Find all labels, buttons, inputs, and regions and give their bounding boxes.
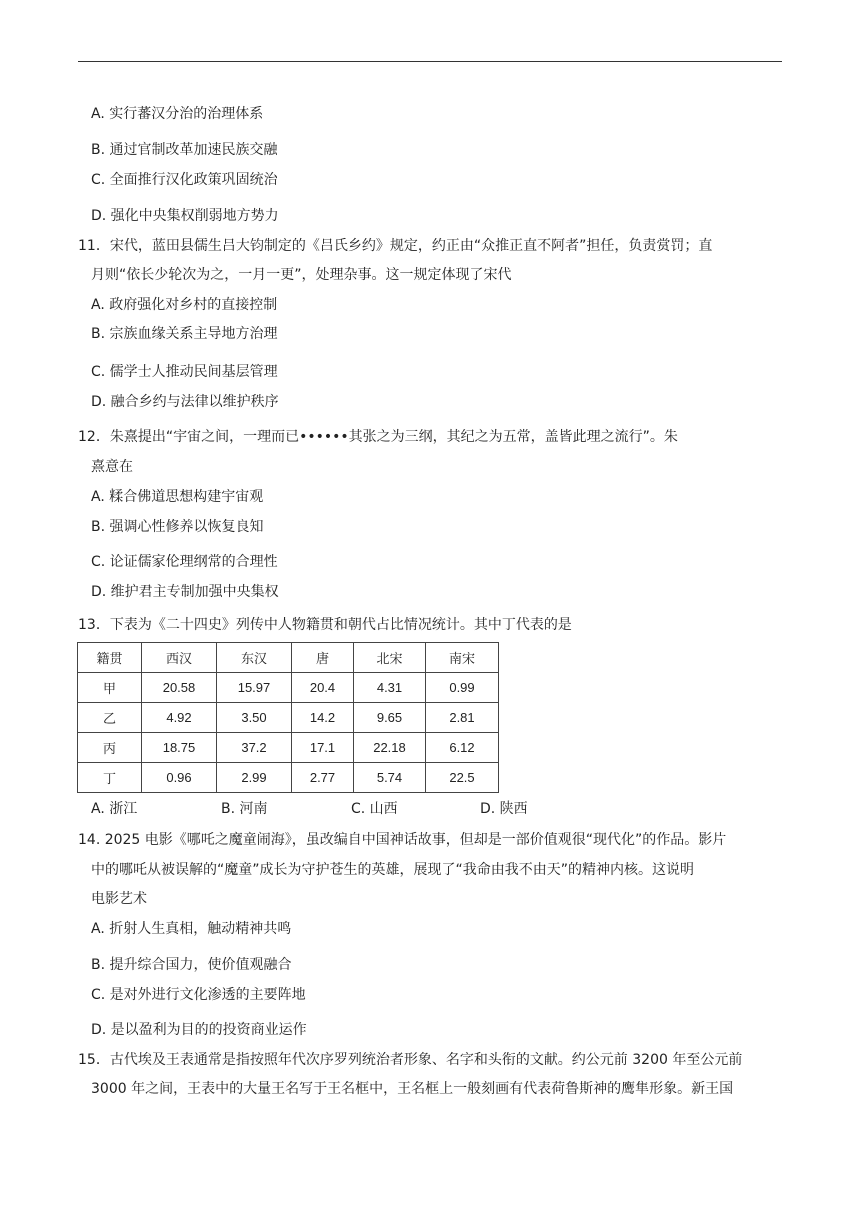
q14-option-d[interactable]: D. 是以盈利为目的的投资商业运作 (91, 1022, 307, 1038)
table-cell: 9.65 (354, 703, 426, 733)
q10-option-a[interactable]: A. 实行蕃汉分治的治理体系 (91, 106, 264, 122)
q15-stem-line1: 15．古代埃及王表通常是指按照年代次序罗列统治者形象、名字和头衔的文献。约公元前 3200 年至公元前 (78, 1052, 743, 1068)
table-cell: 0.96 (142, 763, 217, 793)
table-cell: 20.58 (142, 673, 217, 703)
table-header-row (78, 643, 499, 673)
table-header-cell: 唐 (292, 643, 354, 673)
table-row-label: 乙 (78, 703, 142, 733)
q12-option-d[interactable]: D. 维护君主专制加强中央集权 (91, 584, 279, 600)
q14-option-c[interactable]: C. 是对外进行文化渗透的主要阵地 (91, 987, 306, 1003)
table-header-cell: 北宋 (354, 643, 426, 673)
table-row (78, 673, 499, 703)
q11-stem-line2: 月则“依长少轮次为之，一月一更”，处理杂事。这一规定体现了宋代 (91, 267, 512, 283)
table-cell: 15.97 (217, 673, 292, 703)
q14-option-b[interactable]: B. 提升综合国力，使价值观融合 (91, 957, 292, 973)
q13-option-c[interactable]: C. 山西 (351, 801, 398, 817)
table-cell: 2.99 (217, 763, 292, 793)
q13-option-a[interactable]: A. 浙江 (91, 801, 138, 817)
q12-stem-line1: 12．朱熹提出“宇宙之间，一理而已••••••其张之为三纲，其纪之为五常，盖皆此理之流行”。朱 (78, 429, 678, 445)
q12-option-c[interactable]: C. 论证儒家伦理纲常的合理性 (91, 554, 278, 570)
q13-statistics-table (77, 642, 499, 793)
table-row (78, 763, 499, 793)
q10-option-c[interactable]: C. 全面推行汉化政策巩固统治 (91, 172, 278, 188)
q10-option-b[interactable]: B. 通过官制改革加速民族交融 (91, 142, 278, 158)
q11-option-a[interactable]: A. 政府强化对乡村的直接控制 (91, 297, 278, 313)
table-header-cell: 西汉 (142, 643, 217, 673)
q13-option-d[interactable]: D. 陕西 (480, 801, 528, 817)
table-header-cell: 东汉 (217, 643, 292, 673)
table-cell: 14.2 (292, 703, 354, 733)
table-row (78, 733, 499, 763)
q12-option-b[interactable]: B. 强调心性修养以恢复良知 (91, 519, 264, 535)
q14-stem-line2: 中的哪吒从被误解的“魔童”成长为守护苍生的英雄，展现了“我命由我不由天”的精神内核。这说明 (91, 862, 695, 878)
table-cell: 20.4 (292, 673, 354, 703)
q11-option-c[interactable]: C. 儒学士人推动民间基层管理 (91, 364, 278, 380)
table-cell: 4.31 (354, 673, 426, 703)
q14-stem-line1: 14. 2025 电影《哪吒之魔童闹海》，虽改编自中国神话故事，但却是一部价值观很“现代化”的作品。影片 (78, 832, 727, 848)
q14-option-a[interactable]: A. 折射人生真相，触动精神共鸣 (91, 921, 292, 937)
table-cell: 2.77 (292, 763, 354, 793)
q15-stem-line2: 3000 年之间，王表中的大量王名写于王名框中，王名框上一般刻画有代表荷鲁斯神的鹰隼形象。新王国 (91, 1081, 734, 1097)
table-row-label: 甲 (78, 673, 142, 703)
table-cell: 17.1 (292, 733, 354, 763)
q11-option-b[interactable]: B. 宗族血缘关系主导地方治理 (91, 326, 278, 342)
table-cell: 18.75 (142, 733, 217, 763)
table-cell: 22.18 (354, 733, 426, 763)
table-row (78, 703, 499, 733)
table-cell: 0.99 (426, 673, 499, 703)
table-cell: 37.2 (217, 733, 292, 763)
q13-stem: 13．下表为《二十四史》列传中人物籍贯和朝代占比情况统计。其中丁代表的是 (78, 617, 572, 633)
table-header-cell: 籍贯 (78, 643, 142, 673)
table-cell: 2.81 (426, 703, 499, 733)
table-header-cell: 南宋 (426, 643, 499, 673)
header-rule (78, 61, 782, 62)
table-cell: 22.5 (426, 763, 499, 793)
q11-stem-line1: 11．宋代，蓝田县儒生吕大钧制定的《吕氏乡约》规定，约正由“众推正直不阿者”担任，负责赏罚；直 (78, 238, 713, 254)
table-row-label: 丁 (78, 763, 142, 793)
table-row-label: 丙 (78, 733, 142, 763)
q12-option-a[interactable]: A. 糅合佛道思想构建宇宙观 (91, 489, 264, 505)
table-cell: 4.92 (142, 703, 217, 733)
table-cell: 6.12 (426, 733, 499, 763)
q11-option-d[interactable]: D. 融合乡约与法律以维护秩序 (91, 394, 279, 410)
table-cell: 3.50 (217, 703, 292, 733)
q13-option-b[interactable]: B. 河南 (221, 801, 268, 817)
q10-option-d[interactable]: D. 强化中央集权削弱地方势力 (91, 208, 279, 224)
q12-stem-line2: 熹意在 (91, 459, 133, 475)
table-cell: 5.74 (354, 763, 426, 793)
q14-stem-line3: 电影艺术 (91, 891, 147, 907)
